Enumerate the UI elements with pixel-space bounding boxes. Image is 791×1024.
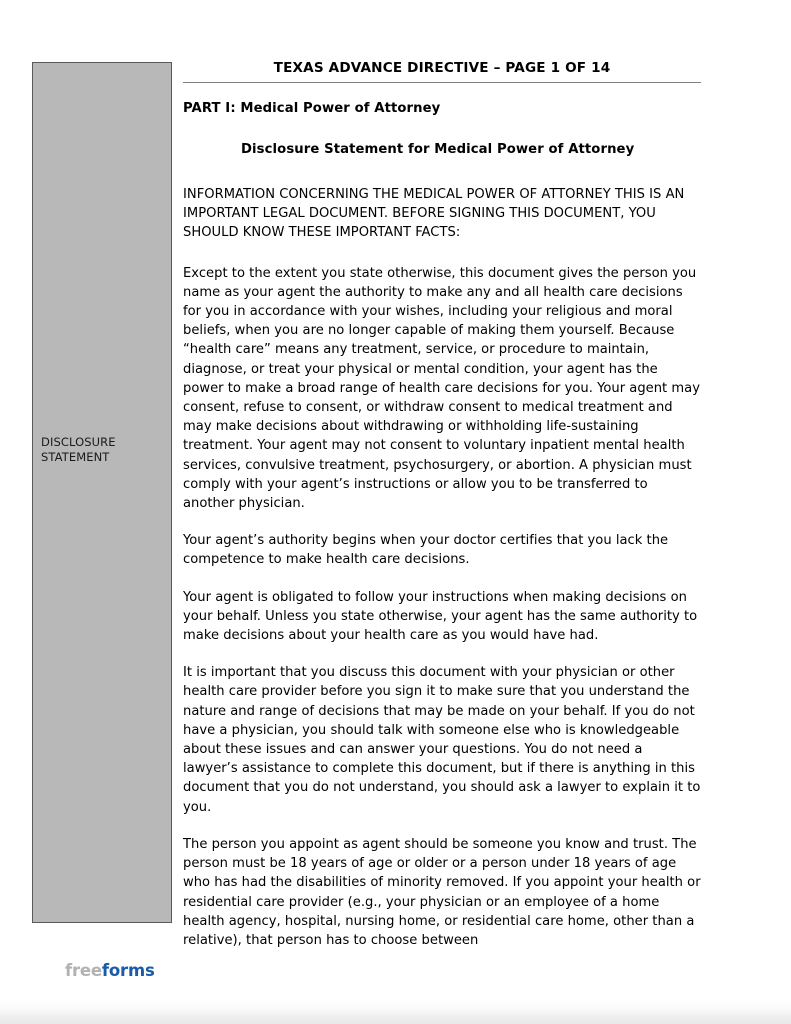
sidebar-label-line-1: DISCLOSURE <box>41 435 116 449</box>
paragraph-information-concerning: INFORMATION CONCERNING THE MEDICAL POWER OF ATTORNEY THIS IS AN IMPORTANT LEGAL DOCUMENT. BEFORE SIGNING THIS DOCUMENT, YOU SHOULD KNOW THESE IMPORTANT FACTS: <box>183 187 685 241</box>
sidebar-section-label <box>41 435 165 464</box>
sidebar-tab-block <box>32 62 172 923</box>
part-heading: PART I: Medical Power of Attorney <box>183 101 441 116</box>
paragraph-authority-begins: Your agent’s authority begins when your doctor certifies that you lack the competence to make health care decisions. <box>183 533 669 568</box>
paragraph-choosing-agent: The person you appoint as agent should be someone you know and trust. The person must be 18 years of age or older or a person under 18 years of age who has had the disabilities of minority removed. If you appoint your health or residential care provider (e.g., your physician or an employee of a home health agency, hospital, nursing home, or residential care home, other than a relative), that person has to choose between <box>183 836 701 948</box>
page-bottom-edge <box>0 1000 791 1024</box>
paragraph-agent-authority-scope: Except to the extent you state otherwise, this document gives the person you name as your agent the authority to make any and all health care decisions for you in accordance with your wishes, including your religious and moral beliefs, when you are no longer capable of making them yourself. Because “health care” means any treatment, service, or procedure to maintain, diagnose, or treat your physical or mental condition, your agent has the power to make a broad range of health care decisions for you. Your agent may consent, refuse to consent, or withdraw consent to medical treatment and may make decisions about withdrawing or withholding life-sustaining treatment. Your agent may not consent to voluntary inpatient mental health services, convulsive treatment, psychosurgery, or abortion. A physician must comply with your agent’s instructions or allow you to be transferred to another physician. <box>183 265 700 512</box>
logo-text-free: free <box>65 961 102 980</box>
paragraph-agent-obligations: Your agent is obligated to follow your instructions when making decisions on your behalf. Unless you state otherwise, your agent has the same authority to make decisions about your health care as you would have had. <box>183 589 698 644</box>
footer-logo[interactable] <box>65 961 155 980</box>
sidebar-label-line-2: STATEMENT <box>41 449 110 464</box>
page-title: TEXAS ADVANCE DIRECTIVE – PAGE 1 OF 14 <box>273 60 611 76</box>
title-divider <box>183 82 701 83</box>
document-content-column <box>183 60 701 950</box>
section-sub-heading: Disclosure Statement for Medical Power of Attorney <box>241 142 635 157</box>
paragraph-discuss-with-physician: It is important that you discuss this document with your physician or other health care provider before you sign it to make sure that you understand the nature and range of decisions that may be made on your behalf. If you do not have a physician, you should talk with someone else who is knowledgeable about these issues and can answer your questions. You do not need a lawyer’s assistance to complete this document, but if there is anything in this document that you do not understand, you should ask a lawyer to explain it to you. <box>183 665 701 815</box>
logo-text-forms: forms <box>101 961 155 980</box>
